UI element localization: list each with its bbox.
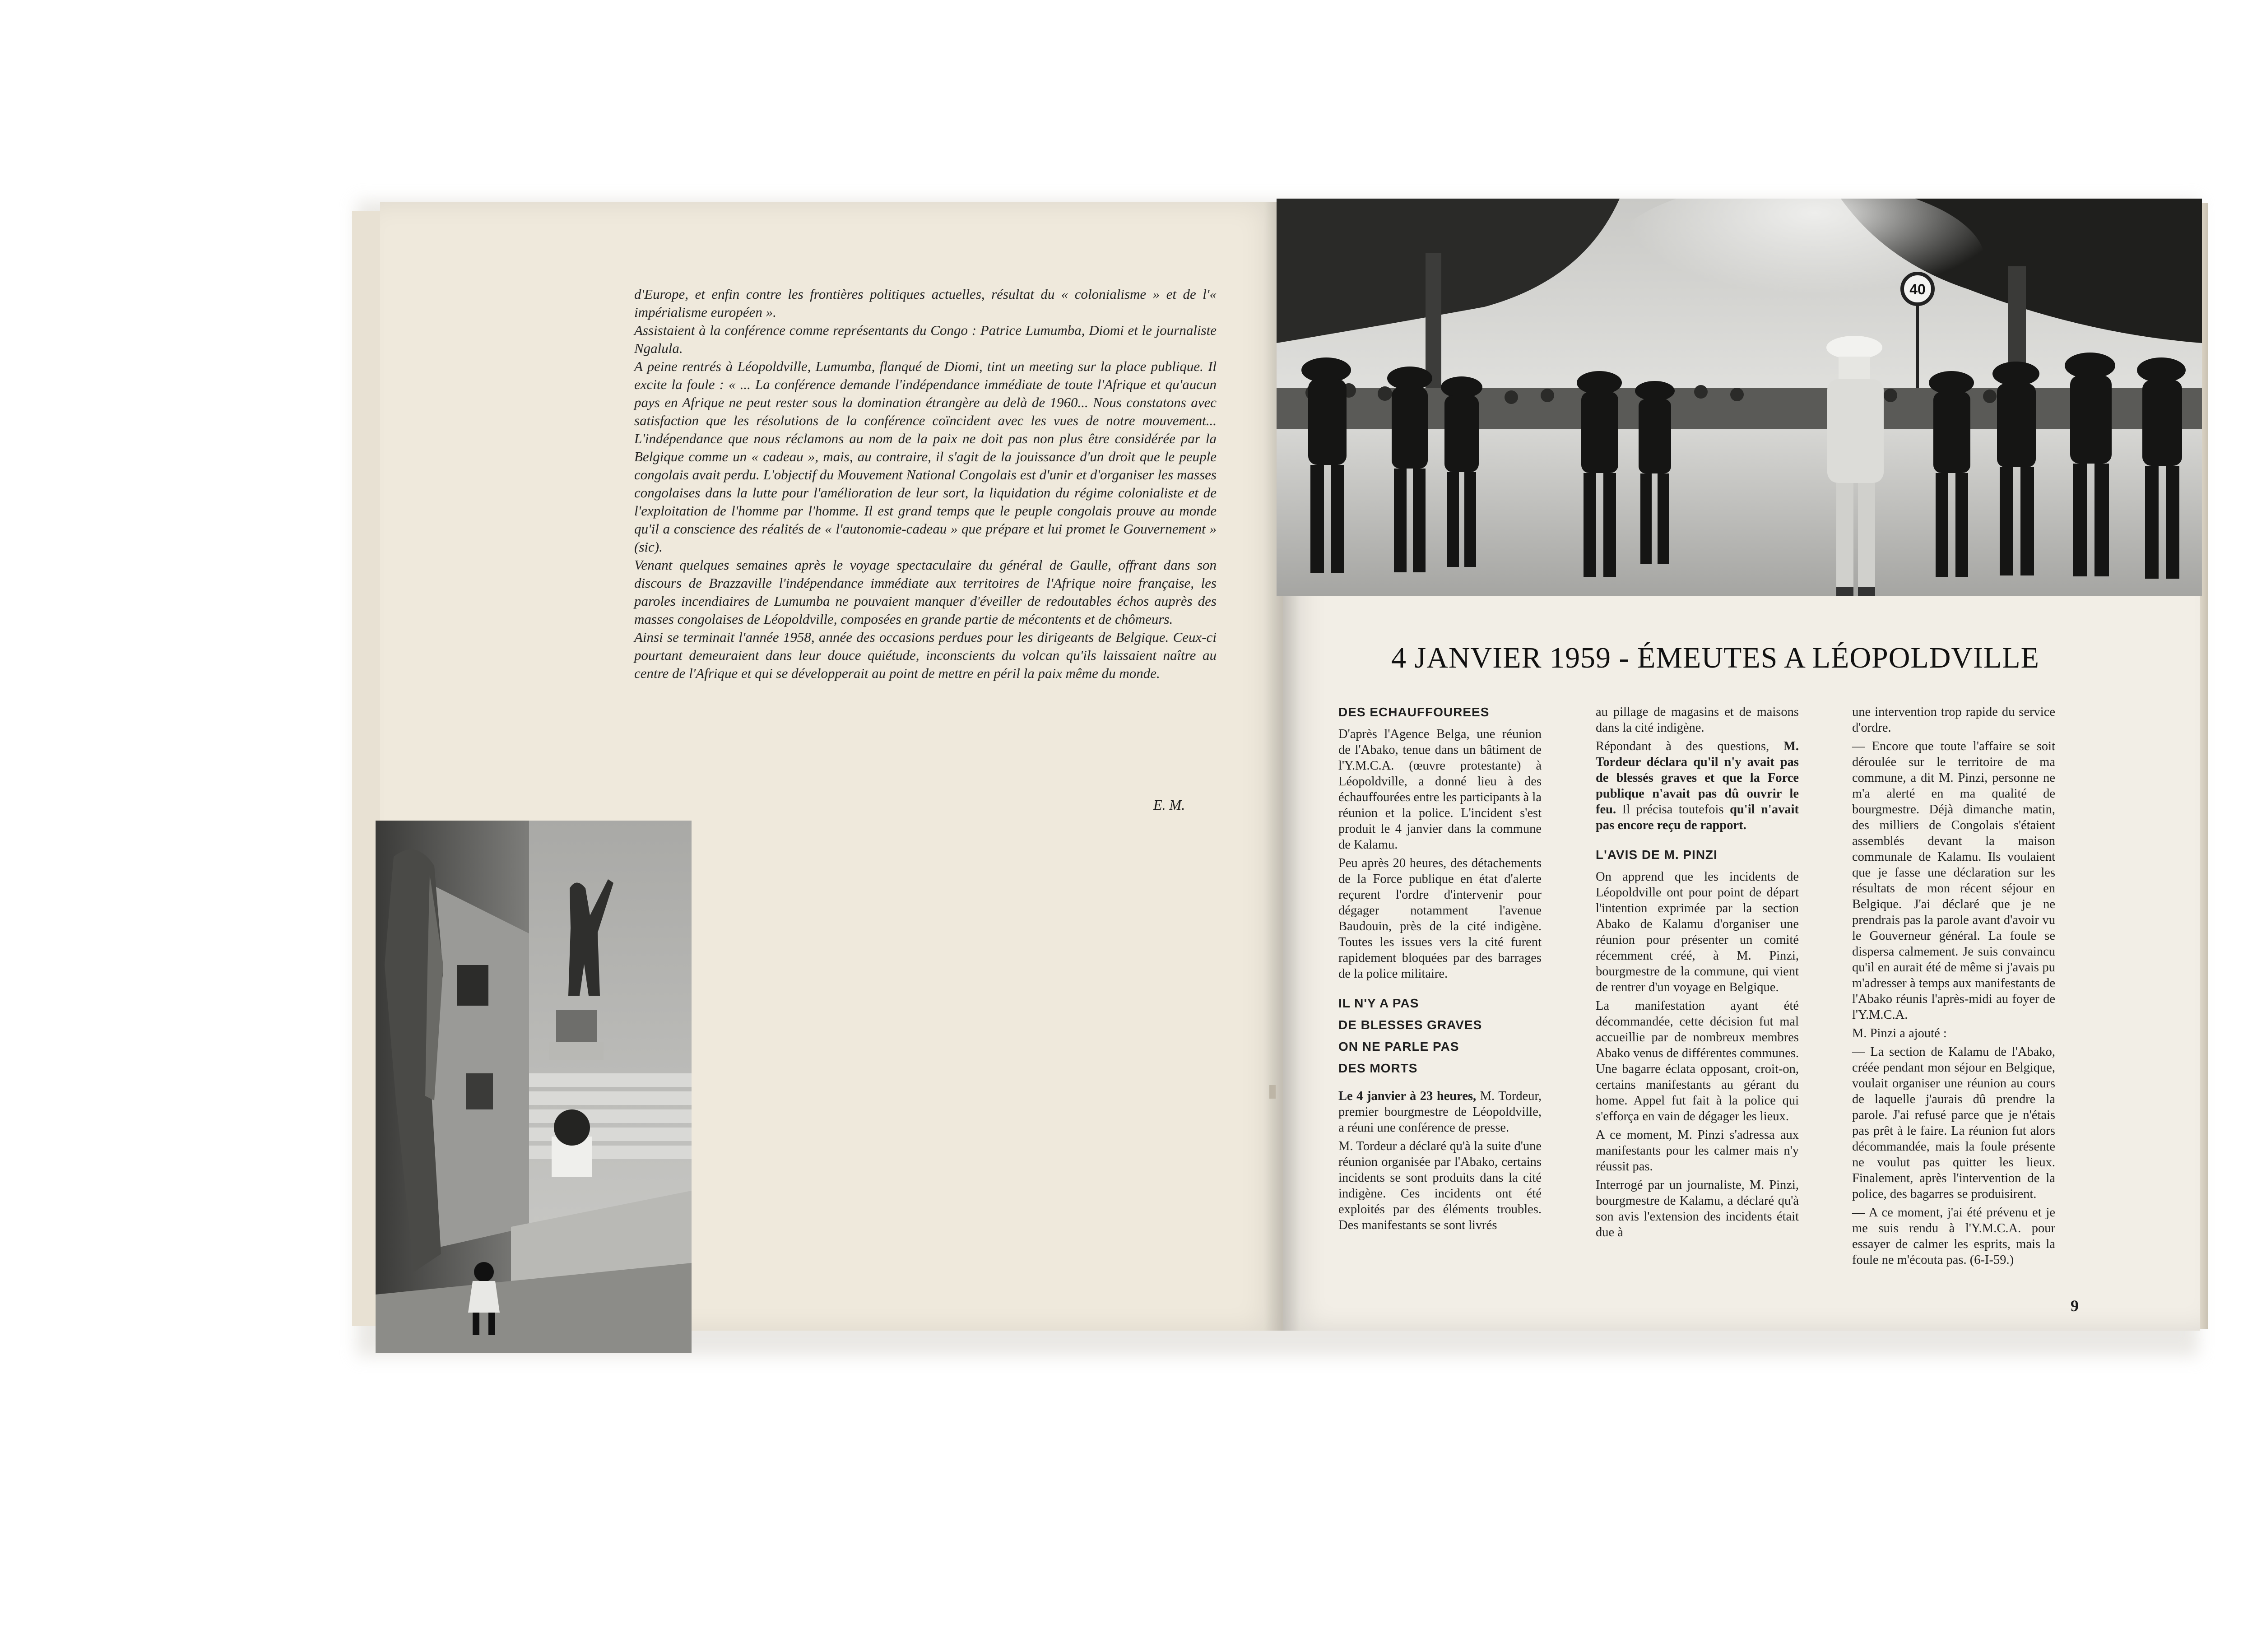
- section-heading-line: ON NE PARLE PAS: [1338, 1039, 1459, 1053]
- paragraph-text: Il précisa toutefois: [1616, 803, 1730, 817]
- column-paragraph: A ce moment, M. Pinzi s'adressa aux manifestants pour les calmer mais n'y réussit pas.: [1596, 1128, 1799, 1174]
- paragraph-text: M. Tordeur, premier bourgmestre de Léopoldville, a réuni une conférence de presse.: [1338, 1089, 1542, 1135]
- article-column-3: [1852, 704, 2055, 1271]
- column-paragraph: au pillage de magasins et de maisons dans la cité indigène.: [1596, 705, 1799, 735]
- left-paragraph: Assistaient à la conférence comme représentants du Congo : Patrice Lumumba, Diomi et le journaliste Ngalula.: [634, 322, 1217, 356]
- statue-photo: [376, 821, 692, 1353]
- section-heading: [1338, 993, 1542, 1079]
- column-paragraph: — A ce moment, j'ai été prévenu et je me suis rendu à l'Y.M.C.A. pour essayer de calmer les esprits, mais la foule ne m'écouta pas. (6-I-59.): [1852, 1206, 2055, 1267]
- lead-in-bold: Le 4 janvier à 23 heures,: [1338, 1089, 1477, 1103]
- page-number: 9: [2071, 1297, 2079, 1315]
- column-paragraph: — La section de Kalamu de l'Abako, créée pendant mon séjour en Belgique, voulait organiser une réunion au cours de laquelle j'aurais dû prendre la parole. J'ai refusé parce que je n'étais pas prêt à le faire. La réunion fut alors décommandée, mais la foule présente ne voulut pas quitter les lieux. Finalement, après l'intervention de la police, des bagarres se produisirent.: [1852, 1045, 2055, 1201]
- left-paragraph: Ainsi se terminait l'année 1958, année des occasions perdues pour les dirigeants de Belgique. Ceux-ci pourtant demeuraient dans leur douce quiétude, inconscients du volcan qu'ils laissaient naître au centre de l'Afrique et qui se développerait au point de mettre en péril la paix même du monde.: [634, 629, 1217, 681]
- column-paragraph: M. Pinzi a ajouté :: [1852, 1026, 1947, 1040]
- left-paragraph: d'Europe, et enfin contre les frontières politiques actuelles, résultat du « colonialisme » et de l'« impérialisme européen ».: [634, 286, 1217, 320]
- section-heading-line: DES MORTS: [1338, 1061, 1418, 1075]
- left-paragraph: A peine rentrés à Léopoldville, Lumumba, flanqué de Diomi, tint un meeting sur la place publique. Il excite la foule : « ... La conférence demande l'indépendance immédiate de toute l'Afrique et qu'aucun pays en Afrique ne peut rester sous la domination étrangère au delà de 1960... Nous constatons avec satisfaction que les résolutions de la conférence coïncident avec les vues de notre mouvement... L'indépendance que nous réclamons au nom de la paix ne doit pas non plus être considérée par la Belgique comme un « cadeau », mais, au contraire, il s'agit de la jouissance d'un droit que le peuple congolais avait perdu. L'objectif du Mouvement National Congolais est d'unir et d'organiser les masses congolaises dans la lutte pour l'amélioration de leur sort, la liquidation du régime colonialiste et de l'exploitation de l'homme par l'homme. Il est grand temps que le peuple congolais prouve au monde qu'il a conscience des réalités de « l'autonomie-cadeau » que prépare et lui promet le Gouvernement » (sic).: [634, 358, 1217, 555]
- paragraph-text: Répondant à des questions,: [1596, 739, 1783, 753]
- column-paragraph: D'après l'Agence Belga, une réunion de l'Abako, tenue dans un bâtiment de l'Y.M.C.A. (œuvre protestante) à Léopoldville, a donné lieu à des échauffourées entre les participants à la réunion et la police. L'incident s'est produit le 4 janvier dans la commune de Kalamu.: [1338, 727, 1542, 852]
- column-paragraph: Peu après 20 heures, des détachements de la Force publique en état d'alerte reçurent l'ordre d'intervenir pour dégager notamment l'avenue Baudouin, près de la cité indigène. Toutes les issues vers la cité furent rapidement bloquées par des barrages de la police militaire.: [1338, 856, 1542, 981]
- column-paragraph: [1338, 1088, 1542, 1136]
- section-heading-line: IL N'Y A PAS: [1338, 996, 1419, 1010]
- bold-quote: M. Tordeur déclara qu'il n'y avait pas de blessés graves et que la Force publique n'avait pas dû ouvrir le feu.: [1596, 739, 1799, 817]
- column-paragraph: une intervention trop rapide du service d'ordre.: [1852, 705, 2055, 735]
- bold-quote: qu'il n'avait pas encore reçu de rapport.: [1596, 803, 1799, 832]
- left-paragraph: Venant quelques semaines après le voyage spectaculaire du général de Gaulle, offrant dans son discours de Brazzaville l'indépendance immédiate aux territoires de l'Afrique noire française, les paroles incendiaires de Lumumba ne pouvaient manquer d'éveiller de redoutables échos auprès des masses congolaises de Léopoldville, composées en grande partie de mécontents et de chômeurs.: [634, 557, 1217, 627]
- binding-mark: [1269, 1085, 1276, 1099]
- section-heading-line: DE BLESSES GRAVES: [1338, 1018, 1482, 1032]
- article-column-1: [1338, 704, 1542, 1236]
- riot-photo: [1277, 199, 2202, 596]
- article-headline: 4 JANVIER 1959 - ÉMEUTES A LÉOPOLDVILLE: [1391, 641, 2039, 674]
- section-heading: L'AVIS DE M. PINZI: [1596, 848, 1718, 862]
- author-initials: E. M.: [1153, 797, 1185, 813]
- column-paragraph: — Encore que toute l'affaire se soit déroulée sur le territoire de ma commune, a dit M. Pinzi, personne ne m'a alerté en ma qualité de bourgmestre. Déjà dimanche matin, des milliers de Congolais s'étaient assemblés devant la maison communale de Kalamu. Ils voulaient que je fasse une déclaration sur les résultats de mon récent séjour en Belgique. J'ai déclaré que je ne prendrais pas la parole avant d'avoir vu le Gouverneur général. La foule se dispersa calmement. Je suis convaincu qu'il en aurait été de même si j'avais pu m'adresser à temps aux manifestants de l'Abako réunis l'après-midi au foyer de l'Y.M.C.A.: [1852, 739, 2055, 1022]
- column-paragraph: La manifestation ayant été décommandée, cette décision fut mal accueillie par de nombreux membres Abako venus de différentes communes. Une bagarre éclata opposant, croit-on, certains manifestants au gérant du home. Appel fut fait à la police qui s'efforça en vain de dégager les lieux.: [1596, 999, 1799, 1123]
- left-article-text: [634, 285, 1217, 682]
- column-paragraph: Interrogé par un journaliste, M. Pinzi, bourgmestre de Kalamu, a déclaré qu'à son avis l'extension des incidents était due à: [1596, 1178, 1799, 1239]
- speed-sign-text: 40: [1909, 281, 1926, 297]
- column-paragraph: [1596, 738, 1799, 833]
- article-column-2: [1596, 704, 1799, 1243]
- column-paragraph: On apprend que les incidents de Léopoldville ont pour point de départ l'intention exprimée par la section Abako de Kalamu d'organiser une réunion pour présenter un comité récemment créé, à M. Pinzi, bourgmestre de la commune, qui vient de rentrer d'un voyage en Belgique.: [1596, 870, 1799, 994]
- column-paragraph: M. Tordeur a déclaré qu'à la suite d'une réunion organisée par l'Abako, certains incidents se sont produits dans la cité indigène. Ces incidents ont été exploités par des éléments troubles. Des manifestants se sont livrés: [1338, 1139, 1542, 1232]
- section-heading: DES ECHAUFFOUREES: [1338, 705, 1490, 719]
